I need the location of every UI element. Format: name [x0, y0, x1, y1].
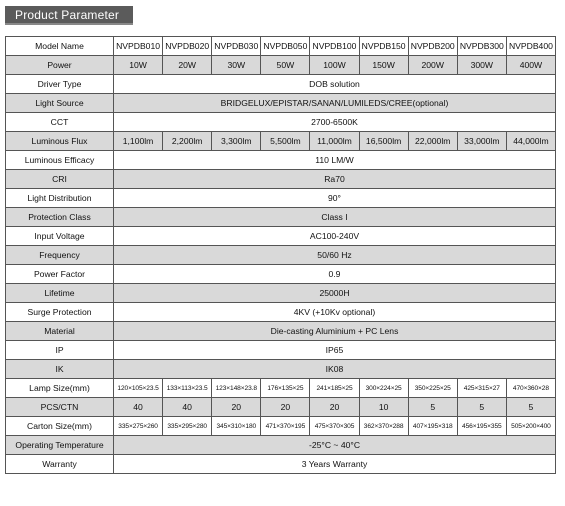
power-cell: 300W [457, 56, 506, 75]
carton-size-mm-cell: 335×295×280 [163, 417, 212, 436]
model-name-cell: NVPDB150 [359, 37, 408, 56]
row-label-power-factor: Power Factor [6, 265, 114, 284]
carton-size-mm-cell: 471×370×195 [261, 417, 310, 436]
carton-size-mm-cell: 362×370×288 [359, 417, 408, 436]
power-cell: 150W [359, 56, 408, 75]
power-cell: 30W [212, 56, 261, 75]
cct-value: 2700-6500K [114, 113, 556, 132]
material-value: Die-casting Aluminium + PC Lens [114, 322, 556, 341]
model-name-cell: NVPDB050 [261, 37, 310, 56]
luminous-flux-cell: 2,200lm [163, 132, 212, 151]
lamp-size-mm-cell: 176×135×25 [261, 379, 310, 398]
model-name-cell: NVPDB030 [212, 37, 261, 56]
lamp-size-mm-cell: 133×113×23.5 [163, 379, 212, 398]
light-distribution-value: 90° [114, 189, 556, 208]
carton-size-mm-cell: 456×195×355 [457, 417, 506, 436]
row-label-protection-class: Protection Class [6, 208, 114, 227]
pcs-ctn-cell: 5 [457, 398, 506, 417]
driver-type-value: DOB solution [114, 75, 556, 94]
carton-size-mm-cell: 335×275×260 [114, 417, 163, 436]
row-label-pcs-ctn: PCS/CTN [6, 398, 114, 417]
row-label-warranty: Warranty [6, 455, 114, 474]
table-row-power-factor [6, 265, 556, 284]
row-label-luminous-flux: Luminous Flux [6, 132, 114, 151]
table-row-cct [6, 113, 556, 132]
surge-protection-value: 4KV (+10Kv optional) [114, 303, 556, 322]
luminous-flux-cell: 16,500lm [359, 132, 408, 151]
power-cell: 100W [310, 56, 359, 75]
pcs-ctn-cell: 40 [114, 398, 163, 417]
pcs-ctn-cell: 10 [359, 398, 408, 417]
table-row-light-source [6, 94, 556, 113]
row-label-frequency: Frequency [6, 246, 114, 265]
table-row-input-voltage [6, 227, 556, 246]
table-row-luminous-efficacy [6, 151, 556, 170]
table-row-carton-size-mm [6, 417, 556, 436]
model-name-cell: NVPDB100 [310, 37, 359, 56]
lamp-size-mm-cell: 350×225×25 [408, 379, 457, 398]
power-cell: 20W [163, 56, 212, 75]
pcs-ctn-cell: 20 [261, 398, 310, 417]
power-cell: 200W [408, 56, 457, 75]
cri-value: Ra70 [114, 170, 556, 189]
row-label-ip: IP [6, 341, 114, 360]
luminous-efficacy-value: 110 LM/W [114, 151, 556, 170]
table-row-frequency [6, 246, 556, 265]
table-row-cri [6, 170, 556, 189]
luminous-flux-cell: 3,300lm [212, 132, 261, 151]
power-cell: 50W [261, 56, 310, 75]
row-label-cri: CRI [6, 170, 114, 189]
product-parameter-table [5, 36, 556, 474]
table-row-protection-class [6, 208, 556, 227]
row-label-material: Material [6, 322, 114, 341]
table-row-surge-protection [6, 303, 556, 322]
pcs-ctn-cell: 5 [408, 398, 457, 417]
table-row-ip [6, 341, 556, 360]
power-cell: 10W [114, 56, 163, 75]
warranty-value: 3 Years Warranty [114, 455, 556, 474]
table-row-pcs-ctn [6, 398, 556, 417]
table-row-operating-temperature [6, 436, 556, 455]
row-label-surge-protection: Surge Protection [6, 303, 114, 322]
title-underline [5, 23, 133, 25]
row-label-lamp-size-mm: Lamp Size(mm) [6, 379, 114, 398]
lamp-size-mm-cell: 120×105×23.5 [114, 379, 163, 398]
row-label-lifetime: Lifetime [6, 284, 114, 303]
row-label-power: Power [6, 56, 114, 75]
row-label-input-voltage: Input Voltage [6, 227, 114, 246]
table-row-warranty [6, 455, 556, 474]
luminous-flux-cell: 11,000lm [310, 132, 359, 151]
lamp-size-mm-cell: 300×224×25 [359, 379, 408, 398]
luminous-flux-cell: 22,000lm [408, 132, 457, 151]
table-row-luminous-flux [6, 132, 556, 151]
lifetime-value: 25000H [114, 284, 556, 303]
model-name-cell: NVPDB400 [506, 37, 555, 56]
model-name-cell: NVPDB300 [457, 37, 506, 56]
luminous-flux-cell: 1,100lm [114, 132, 163, 151]
model-name-cell: NVPDB010 [114, 37, 163, 56]
carton-size-mm-cell: 407×195×318 [408, 417, 457, 436]
row-label-carton-size-mm: Carton Size(mm) [6, 417, 114, 436]
lamp-size-mm-cell: 123×148×23.8 [212, 379, 261, 398]
model-name-cell: NVPDB020 [163, 37, 212, 56]
table-row-power [6, 56, 556, 75]
row-label-luminous-efficacy: Luminous Efficacy [6, 151, 114, 170]
table-row-model-name [6, 37, 556, 56]
input-voltage-value: AC100-240V [114, 227, 556, 246]
row-label-ik: IK [6, 360, 114, 379]
light-source-value: BRIDGELUX/EPISTAR/SANAN/LUMILEDS/CREE(optional) [114, 94, 556, 113]
carton-size-mm-cell: 345×310×180 [212, 417, 261, 436]
pcs-ctn-cell: 20 [310, 398, 359, 417]
row-label-light-distribution: Light Distribution [6, 189, 114, 208]
lamp-size-mm-cell: 470×360×28 [506, 379, 555, 398]
frequency-value: 50/60 Hz [114, 246, 556, 265]
pcs-ctn-cell: 5 [506, 398, 555, 417]
lamp-size-mm-cell: 425×315×27 [457, 379, 506, 398]
protection-class-value: Class I [114, 208, 556, 227]
ik-value: IK08 [114, 360, 556, 379]
luminous-flux-cell: 44,000lm [506, 132, 555, 151]
section-title: Product Parameter [5, 6, 133, 24]
operating-temperature-value: -25°C ~ 40°C [114, 436, 556, 455]
carton-size-mm-cell: 505×200×400 [506, 417, 555, 436]
table-row-lamp-size-mm [6, 379, 556, 398]
row-label-driver-type: Driver Type [6, 75, 114, 94]
model-name-cell: NVPDB200 [408, 37, 457, 56]
lamp-size-mm-cell: 241×185×25 [310, 379, 359, 398]
row-label-cct: CCT [6, 113, 114, 132]
table-row-driver-type [6, 75, 556, 94]
pcs-ctn-cell: 20 [212, 398, 261, 417]
table-row-material [6, 322, 556, 341]
luminous-flux-cell: 5,500lm [261, 132, 310, 151]
luminous-flux-cell: 33,000lm [457, 132, 506, 151]
table-row-ik [6, 360, 556, 379]
ip-value: IP65 [114, 341, 556, 360]
power-factor-value: 0.9 [114, 265, 556, 284]
row-label-model-name: Model Name [6, 37, 114, 56]
power-cell: 400W [506, 56, 555, 75]
table-row-lifetime [6, 284, 556, 303]
pcs-ctn-cell: 40 [163, 398, 212, 417]
table-row-light-distribution [6, 189, 556, 208]
row-label-operating-temperature: Operating Temperature [6, 436, 114, 455]
carton-size-mm-cell: 475×370×305 [310, 417, 359, 436]
row-label-light-source: Light Source [6, 94, 114, 113]
